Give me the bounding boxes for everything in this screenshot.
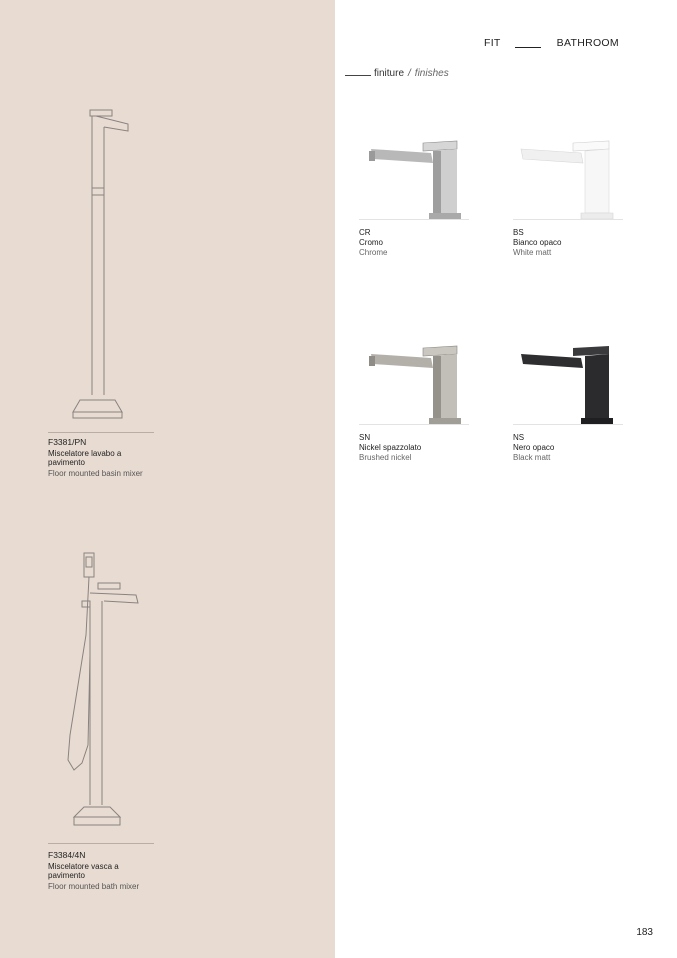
product-name-en: Floor mounted bath mixer xyxy=(48,882,140,891)
finish-rule xyxy=(513,219,623,220)
finishes-heading-separator: / xyxy=(408,68,411,79)
finish-rule xyxy=(359,219,469,220)
product-name-it: Miscelatore vasca a pavimento xyxy=(48,862,119,880)
product-rule xyxy=(48,432,154,433)
product-code: F3384/4N xyxy=(48,850,86,860)
finish-code: CR xyxy=(359,228,371,237)
finish-name-en: Chrome xyxy=(359,248,388,257)
bath-mixer-drawing xyxy=(60,545,150,835)
finish-code: NS xyxy=(513,433,525,442)
product-rule xyxy=(48,843,154,844)
faucet-black-matt-image xyxy=(515,336,619,424)
header-brand: FIT xyxy=(484,37,501,49)
finishes-heading xyxy=(345,68,449,79)
page-number: 183 xyxy=(636,927,653,938)
finish-name-it: Nickel spazzolato xyxy=(359,443,422,452)
header-dash xyxy=(515,47,541,48)
faucet-brushed-nickel-image xyxy=(361,336,465,424)
page-header xyxy=(484,37,619,49)
finishes-heading-en: finishes xyxy=(414,68,449,79)
finish-rule xyxy=(513,424,623,425)
finish-name-en: Black matt xyxy=(513,453,551,462)
product-code: F3381/PN xyxy=(48,437,87,447)
left-panel xyxy=(0,0,335,958)
faucet-chrome-image xyxy=(361,131,465,219)
finish-rule xyxy=(359,424,469,425)
finish-name-it: Nero opaco xyxy=(513,443,555,452)
finish-name-it: Bianco opaco xyxy=(513,238,562,247)
finishes-heading-it: finiture xyxy=(374,68,405,79)
basin-mixer-drawing xyxy=(60,100,150,425)
heading-dash xyxy=(345,75,371,76)
header-category: BATHROOM xyxy=(556,37,619,49)
product-name-en: Floor mounted basin mixer xyxy=(48,469,143,478)
faucet-white-image xyxy=(515,131,619,219)
finish-name-it: Cromo xyxy=(359,238,384,247)
product-name-it: Miscelatore lavabo a pavimento xyxy=(48,449,122,467)
finish-code: BS xyxy=(513,228,524,237)
finish-name-en: Brushed nickel xyxy=(359,453,412,462)
finish-code: SN xyxy=(359,433,371,442)
finish-name-en: White matt xyxy=(513,248,552,257)
